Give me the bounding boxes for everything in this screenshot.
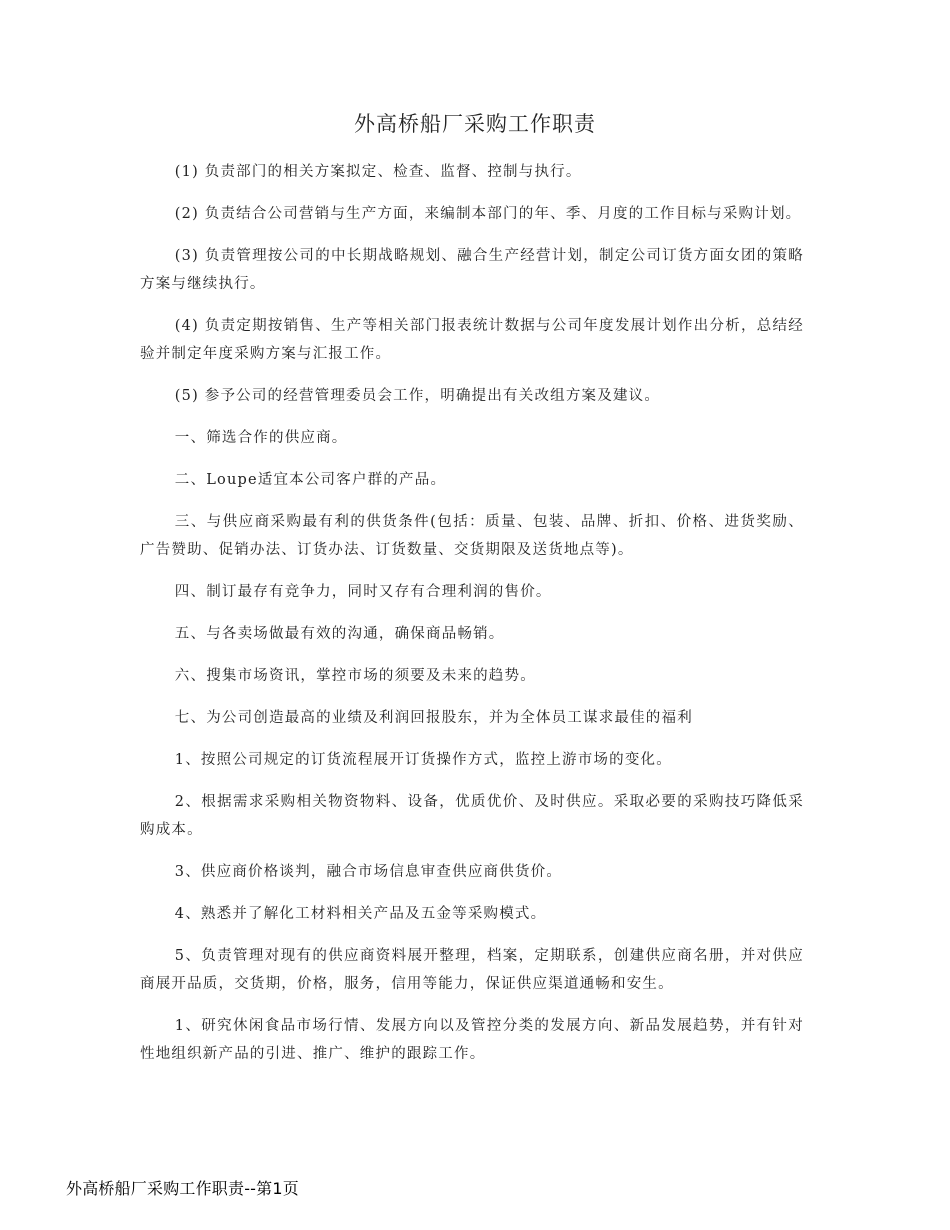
paragraph: 5、负责管理对现有的供应商资料展开整理，档案，定期联系，创建供应商名册，并对供应商展开品质，交货期，价格，服务，信用等能力，保证供应渠道通畅和安生。 <box>140 948 804 992</box>
paragraph: 1、研究休闲食品市场行情、发展方向以及管控分类的发展方向、新品发展趋势，并有针对性地组织新产品的引进、推广、维护的跟踪工作。 <box>140 1018 804 1062</box>
paragraph: 2、根据需求采购相关物资物料、设备，优质优价、及时供应。采取必要的采购技巧降低采购成本。 <box>140 794 804 838</box>
paragraph: 五、与各卖场做最有效的沟通，确保商品畅销。 <box>174 626 505 642</box>
paragraph: 一、筛选合作的供应商。 <box>174 430 348 446</box>
document-title: 外高桥船厂采购工作职责 <box>354 112 596 136</box>
paragraph: 六、搜集市场资讯，掌控市场的须要及未来的趋势。 <box>174 668 536 684</box>
paragraph: (5) 参予公司的经营管理委员会工作，明确提出有关改组方案及建议。 <box>174 388 661 404</box>
paragraph: 四、制订最存有竞争力，同时又存有合理利润的售价。 <box>174 584 552 600</box>
page-footer: 外高桥船厂采购工作职责--第1页 <box>66 1179 299 1198</box>
paragraph: 二、Loupe适宜本公司客户群的产品。 <box>174 472 447 488</box>
document-body <box>140 158 804 1082</box>
paragraph: 3、供应商价格谈判，融合市场信息审查供应商供货价。 <box>174 864 563 880</box>
paragraph: 七、为公司创造最高的业绩及利润回报股东，并为全体员工谋求最佳的福利 <box>174 710 693 726</box>
paragraph: (2) 负责结合公司营销与生产方面，来编制本部门的年、季、月度的工作目标与采购计划。 <box>174 206 802 222</box>
paragraph: 1、按照公司规定的订货流程展开订货操作方式，监控上游市场的变化。 <box>174 752 672 768</box>
paragraph: 4、熟悉并了解化工材料相关产品及五金等采购模式。 <box>174 906 547 922</box>
paragraph: (1) 负责部门的相关方案拟定、检查、监督、控制与执行。 <box>174 164 582 180</box>
paragraph: (3) 负责管理按公司的中长期战略规划、融合生产经营计划，制定公司订货方面女团的策略方案与继续执行。 <box>140 248 804 292</box>
paragraph: 三、与供应商采购最有利的供货条件(包括：质量、包装、品牌、折扣、价格、进货奖励、广告赞助、促销办法、订货办法、订货数量、交货期限及送货地点等)。 <box>140 514 804 558</box>
paragraph: (4) 负责定期按销售、生产等相关部门报表统计数据与公司年度发展计划作出分析，总结经验并制定年度采购方案与汇报工作。 <box>140 318 804 362</box>
